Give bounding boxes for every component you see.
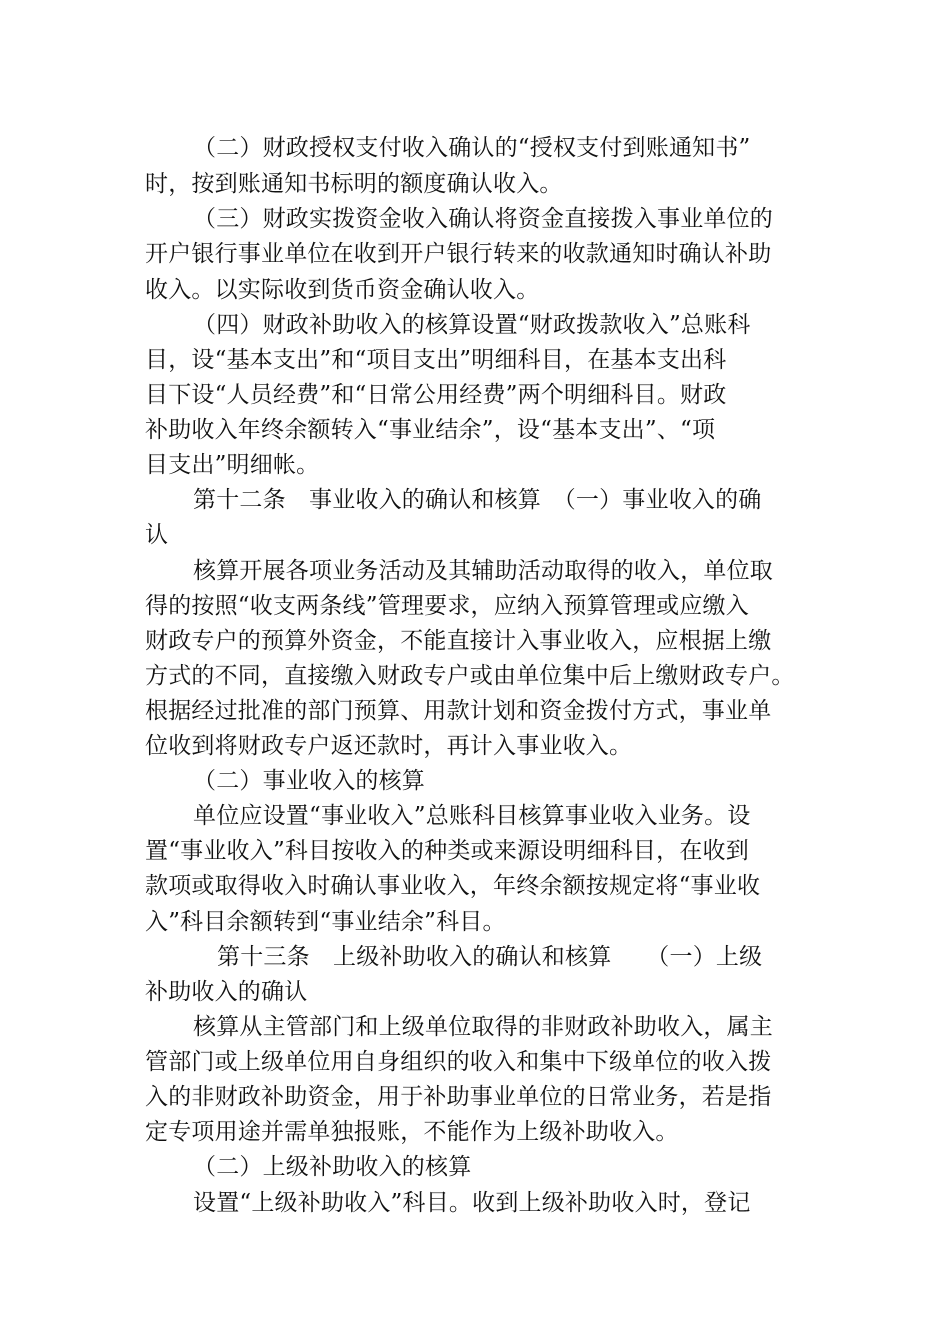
text-line: （三）财政实拨资金收入确认将资金直接拨入事业单位的 [193, 206, 773, 232]
article-heading: 第十二条 事业收入的确认和核算 （一）事业收入的确 [193, 487, 762, 513]
text-line: 目，设“基本支出”和“项目支出”明细科目，在基本支出科 [145, 347, 727, 373]
text-line: 定专项用途并需单独报账，不能作为上级补助收入。 [145, 1119, 679, 1145]
text-line: 根据经过批准的部门预算、用款计划和资金拨付方式，事业单 [145, 698, 772, 724]
text-line: 核算开展各项业务活动及其辅助活动取得的收入，单位取 [193, 558, 773, 584]
text-line: 方式的不同，直接缴入财政专户或由单位集中后上缴财政专户。 [145, 663, 795, 689]
text-line: 得的按照“收支两条线”管理要求，应纳入预算管理或应缴入 [145, 593, 749, 619]
text-line: 收入。以实际收到货币资金确认收入。 [145, 277, 540, 303]
text-line: 单位应设置“事业收入”总账科目核算事业收入业务。设 [193, 803, 751, 829]
text-line: 开户银行事业单位在收到开户银行转来的收款通知时确认补助 [145, 241, 772, 267]
text-line: 认 [145, 522, 169, 548]
text-line: 核算从主管部门和上级单位取得的非财政补助收入，属主 [193, 1014, 773, 1040]
text-line: 置“事业收入”科目按收入的种类或来源设明细科目，在收到 [145, 838, 749, 864]
text-line: （四）财政补助收入的核算设置“财政拨款收入”总账科 [193, 312, 751, 338]
text-line: 目下设“人员经费”和“日常公用经费”两个明细科目。财政 [145, 382, 727, 408]
text-line: （二）财政授权支付收入确认的“授权支付到账通知书” [193, 135, 751, 161]
text-line: 财政专户的预算外资金，不能直接计入事业收入，应根据上缴 [145, 628, 772, 654]
text-line: 管部门或上级单位用自身组织的收入和集中下级单位的收入拨 [145, 1049, 772, 1075]
text-line: 设置“上级补助收入”科目。收到上级补助收入时，登记 [193, 1190, 751, 1216]
article-heading: 第十三条 上级补助收入的确认和核算 （一）上级 [217, 944, 763, 970]
text-line: 时，按到账通知书标明的额度确认收入。 [145, 171, 563, 197]
text-line: 入”科目余额转到“事业结余”科目。 [145, 909, 506, 935]
text-line: 补助收入的确认 [145, 979, 308, 1005]
text-line: 补助收入年终余额转入“事业结余”，设“基本支出”、“项 [145, 417, 716, 443]
text-line: 款项或取得收入时确认事业收入，年终余额按规定将“事业收 [145, 873, 761, 899]
section-heading: （二）事业收入的核算 [193, 768, 425, 794]
text-line: 目支出”明细帐。 [145, 452, 320, 478]
text-line: 入的非财政补助资金，用于补助事业单位的日常业务，若是指 [145, 1084, 772, 1110]
text-line: 位收到将财政专户返还款时，再计入事业收入。 [145, 733, 633, 759]
section-heading: （二）上级补助收入的核算 [193, 1154, 472, 1180]
